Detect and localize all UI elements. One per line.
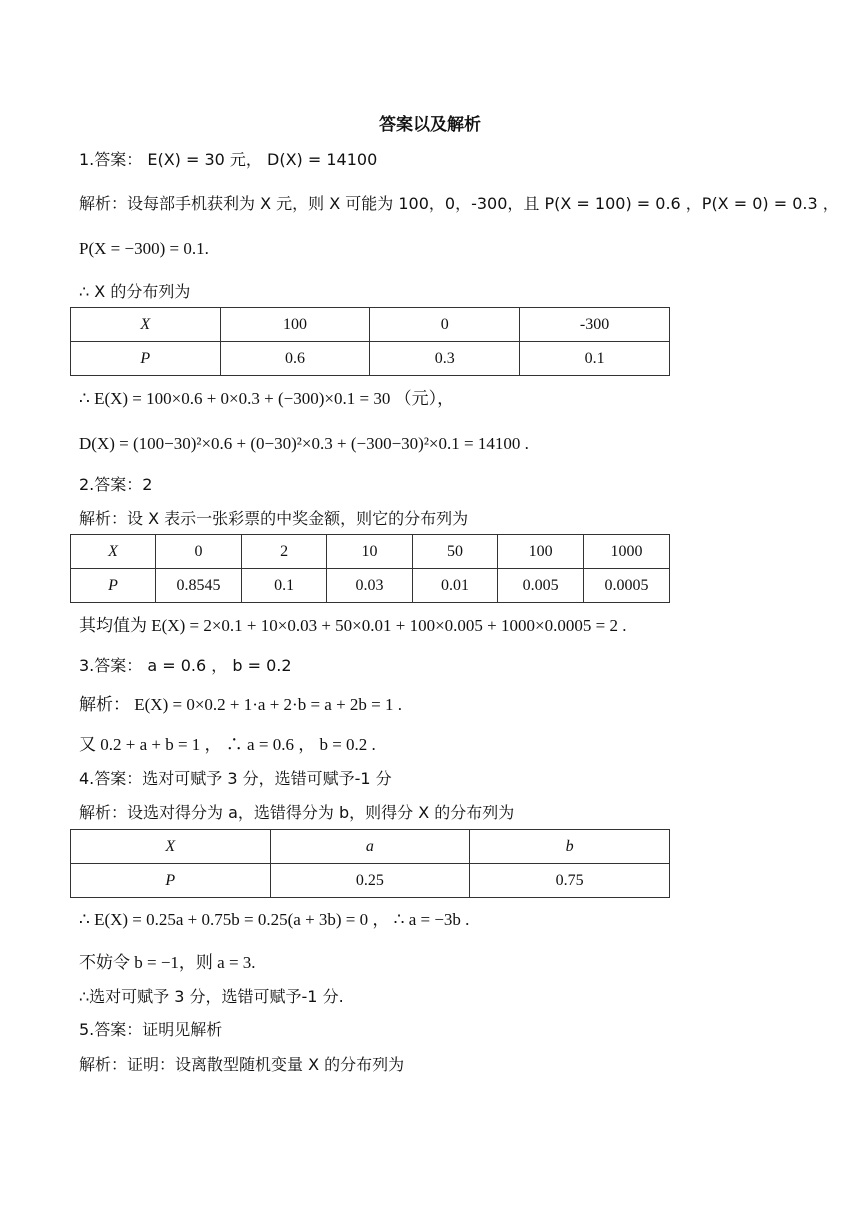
page-title: 答案以及解析 — [379, 115, 481, 135]
q4-assumption: 不妨令 b = −1，则 a = 3. — [79, 953, 256, 972]
table-cell: P — [71, 864, 271, 898]
table-cell: 0 — [370, 308, 520, 342]
q3-analysis: 解析： E(X) = 0×0.2 + 1·a + 2·b = a + 2b = 1 . — [79, 695, 403, 714]
q4-distribution-table — [70, 829, 670, 898]
table-cell: 0.6 — [220, 342, 370, 376]
table-cell: X — [71, 535, 156, 569]
q1-distribution-intro: ∴ X 的分布列为 — [79, 282, 191, 301]
table-cell: X — [71, 830, 271, 864]
table-cell: 0.005 — [498, 569, 584, 603]
q2-analysis: 解析：设 X 表示一张彩票的中奖金额，则它的分布列为 — [79, 509, 469, 528]
table-row — [71, 830, 670, 864]
table-cell: 0.25 — [270, 864, 470, 898]
q3-conclusion: 又 0.2 + a + b = 1 ， ∴ a = 0.6 ， b = 0.2 . — [79, 735, 376, 754]
table-cell: 2 — [241, 535, 326, 569]
q1-answer: 1.答案： E(X) = 30 元， D(X) = 14100 — [79, 150, 378, 169]
table-cell: -300 — [520, 308, 670, 342]
table-cell: 0.03 — [327, 569, 413, 603]
q4-expectation: ∴ E(X) = 0.25a + 0.75b = 0.25(a + 3b) = 0 ， ∴ a = −3b . — [79, 910, 470, 929]
q4-analysis: 解析：设选对得分为 a，选错得分为 b，则得分 X 的分布列为 — [79, 803, 515, 822]
table-cell: 0.3 — [370, 342, 520, 376]
table-cell: 100 — [498, 535, 584, 569]
q1-analysis-line-2: P(X = −300) = 0.1. — [79, 239, 209, 258]
table-row — [71, 864, 670, 898]
table-cell: 10 — [327, 535, 413, 569]
table-cell: 100 — [220, 308, 370, 342]
q1-variance: D(X) = (100−30)²×0.6 + (0−30)²×0.3 + (−300−30)²×0.1 = 14100 . — [79, 434, 529, 453]
q2-answer: 2.答案：2 — [79, 475, 153, 494]
table-cell: 0.75 — [470, 864, 670, 898]
q5-analysis: 解析：证明：设离散型随机变量 X 的分布列为 — [79, 1055, 405, 1074]
q2-distribution-table — [70, 534, 670, 603]
q1-expectation: ∴ E(X) = 100×0.6 + 0×0.3 + (−300)×0.1 = 30 （元）， — [79, 389, 455, 408]
table-cell: 0.01 — [412, 569, 498, 603]
table-cell: 0.8545 — [156, 569, 242, 603]
table-cell: P — [71, 569, 156, 603]
table-cell: 0 — [156, 535, 242, 569]
table-cell: b — [470, 830, 670, 864]
q1-distribution-table — [70, 307, 670, 376]
table-cell: 50 — [412, 535, 498, 569]
table-row — [71, 569, 670, 603]
q3-answer: 3.答案： a = 0.6 ， b = 0.2 — [79, 656, 292, 675]
table-cell: 0.0005 — [584, 569, 670, 603]
q1-analysis-line-1: 解析：设每部手机获利为 X 元，则 X 可能为 100，0，-300，且 P(X = 100) = 0.6 ，P(X = 0) = 0.3 ， — [79, 194, 839, 213]
table-cell: a — [270, 830, 470, 864]
q4-conclusion: ∴选对可赋予 3 分，选错可赋予-1 分. — [79, 987, 344, 1006]
table-row — [71, 308, 670, 342]
q4-answer: 4.答案：选对可赋予 3 分，选错可赋予-1 分 — [79, 769, 392, 788]
table-cell: 0.1 — [520, 342, 670, 376]
table-row — [71, 342, 670, 376]
table-cell: 1000 — [584, 535, 670, 569]
table-row — [71, 535, 670, 569]
q2-mean: 其均值为 E(X) = 2×0.1 + 10×0.03 + 50×0.01 + 100×0.005 + 1000×0.0005 = 2 . — [79, 616, 627, 635]
q5-answer: 5.答案：证明见解析 — [79, 1020, 223, 1039]
table-cell: P — [71, 342, 221, 376]
table-cell: 0.1 — [241, 569, 326, 603]
table-cell: X — [71, 308, 221, 342]
